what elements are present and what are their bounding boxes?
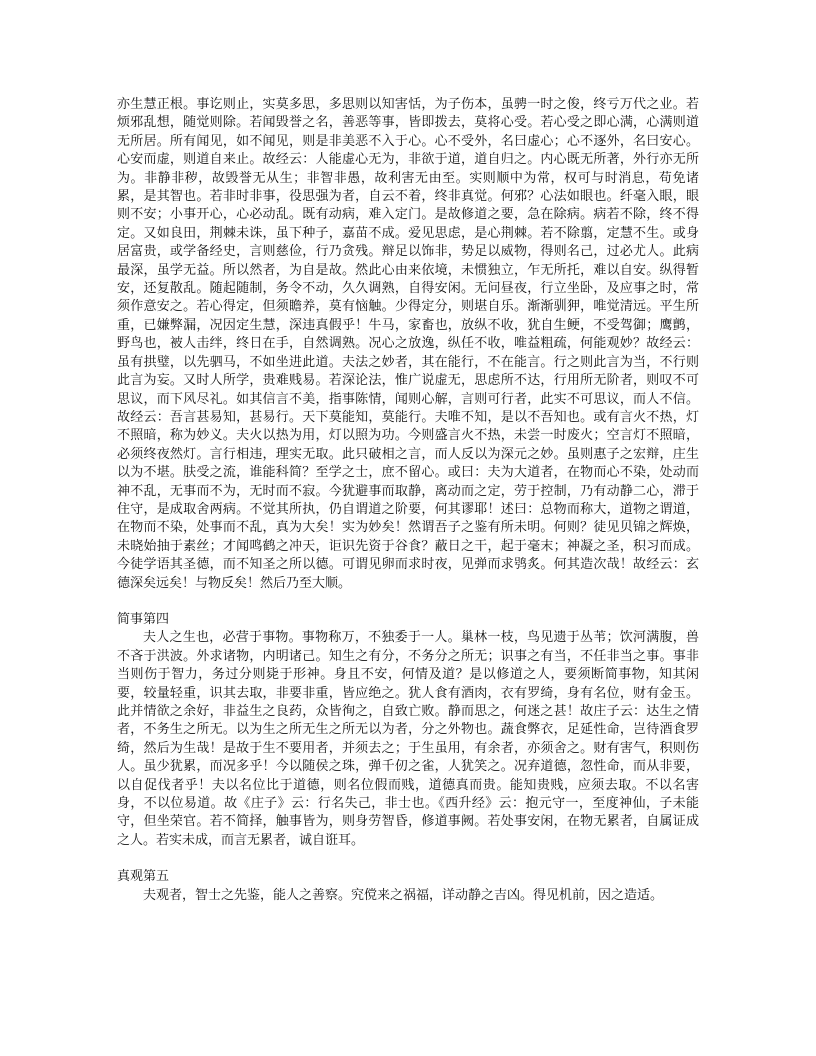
document-page xyxy=(117,96,699,905)
section-spacer xyxy=(117,593,699,611)
body-paragraph-2: 夫人之生也，必营于事物。事物称万，不独委于一人。巢林一枝，鸟见遗于丛苇；饮河满腹，兽不吝于洪波。外求诸物，内明诸己。知生之有分，不务分之所无；识事之有当，不任非当之事。事非当则伤于智力，务过分则毙于形神。身且不安，何情及道？是以修道之人，要须断简事物，知其闲要，较量轻重，识其去取，非要非重，皆应绝之。犹人食有酒肉，衣有罗绮，身有名位，财有金玉。此并情欲之余好，非益生之良药，众皆徇之，自致亡败。静而思之，何迷之甚！故庄子云：达生之情者，不务生之所无。以为生之所无生之所无以为者，分之外物也。蔬食弊衣，足延性命，岂待酒食罗绮，然后为生哉！是故于生不要用者，并须去之；于生虽用，有余者，亦须舍之。财有害气，积则伤人。虽少犹累，而况多乎！今以随侯之珠，弹千仞之雀，人犹笑之。况弃道德，忽性命，而从非要，以自促伐者乎！夫以名位比于道德，则名位假而贱，道德真而贵。能知贵贱，应须去取。不以名害身，不以位易道。故《庄子》云：行名失己，非士也。《西升经》云：抱元守一，至度神仙，子未能守，但坐荣官。若不简择，触事皆为，则身劳智昏，修道事阙。若处事安闲，在物无累者，自属证成之人。若实未成，而言无累者，诚自诳耳。 xyxy=(117,630,699,848)
section-heading-jianshi: 简事第四 xyxy=(117,611,170,627)
section-heading-zhenguan: 真观第五 xyxy=(117,869,170,885)
body-paragraph-3: 夫观者，智士之先鉴，能人之善察。究傥来之祸福，详动静之吉凶。得见机前，因之造适。 xyxy=(143,887,664,903)
section-spacer xyxy=(117,850,699,868)
body-paragraph-1: 亦生慧正根。事讫则止，实莫多思，多思则以知害恬，为子伤本，虽骋一时之俊，终亏万代之业。若烦邪乱想，随觉则除。若闻毁誉之名，善恶等事，皆即拨去，莫将心受。若心受之即心满，心满则道无所居。所有闻见，如不闻见，则是非美恶不入于心。心不受外，名曰虚心；心不逐外，名曰安心。心安而虚，则道自来止。故经云：人能虚心无为，非欲于道，道自归之。内心既无所著，外行亦无所为。非静非秽，故毁誉无从生；非智非愚，故利害无由至。实则顺中为常，权可与时消息，苟免诸累，是其智也。若非时非事，役思强为者，自云不着，终非真觉。何邪？心法如眼也。纤毫入眼，眼则不安；小事开心，心必动乱。既有动病，难入定门。是故修道之要，急在除病。病若不除，终不得定。又如良田，荆棘未诛，虽下种子，嘉苗不成。爱见思虑，是心荆棘。若不除翦，定慧不生。或身居富贵，或学备经史，言则慈俭，行乃贪残。辩足以饰非，势足以威物，得则名己，过必尤人。此病最深，虽学无益。所以然者，为自是故。然此心由来依境，未惯独立，乍无所托，难以自安。纵得暂安，还复散乱。随起随制，务令不动，久久调熟，自得安闲。无问昼夜，行立坐卧，及应事之时，常须作意安之。若心得定，但须瞻养，莫有恼触。少得定分，则堪自乐。渐渐驯狎，唯觉清远。平生所重，已嫌弊漏，况因定生慧，深违真假乎！牛马，家畜也，放纵不收，犹自生鲠，不受驾御；鹰鹯，野鸟也，被人击绊，终日在手，自然调熟。况心之放逸，纵任不收，唯益粗疏，何能观妙？故经云：虽有拱璧，以先驷马，不如坐进此道。夫法之妙者，其在能行，不在能言。行之则此言为当，不行则此言为妄。又时人所学，贵难贱易。若深论法，惟广说虚无，思虑所不达，行用所无阶者，则叹不可思议，而下风尽礼。如其信言不美，指事陈情，闻则心解，言则可行者，此实不可思议，而人不信。故经云：吾言甚易知，甚易行。天下莫能知，莫能行。夫唯不知，是以不吾知也。或有言火不热，灯不照暗，称为妙义。夫火以热为用，灯以照为功。今则盛言火不热，未尝一时废火；空言灯不照暗，必须终夜然灯。言行相违，理实无取。此只破相之言，而人反以为深元之妙。虽则惠子之宏辩，庄生以为不堪。肤受之流，谁能科简？至学之士，庶不留心。或曰：夫为大道者，在物而心不染，处动而神不乱，无事而不为，无时而不寂。今犹避事而取静，离动而之定，劳于控制，乃有动静二心，滞于住守，是成取舍两病。不觉其所执，仍自谓道之阶要，何其谬耶！述曰：总物而称大，道物之谓道，在物而不染，处事而不乱，真为大矣！实为妙矣！然谓吾子之鉴有所未明。何则？徒见贝锦之辉焕，未晓始抽于素丝；才闻鸣鹤之冲天，讵识先资于谷食？蔽日之干，起于毫末；神凝之圣，积习而成。今徒学语其圣德，而不知圣之所以德。可谓见卵而求时夜，见弹而求鸮炙。何其造次哉！故经云：玄德深矣远矣！与物反矣！然后乃至大顺。 xyxy=(117,97,699,591)
